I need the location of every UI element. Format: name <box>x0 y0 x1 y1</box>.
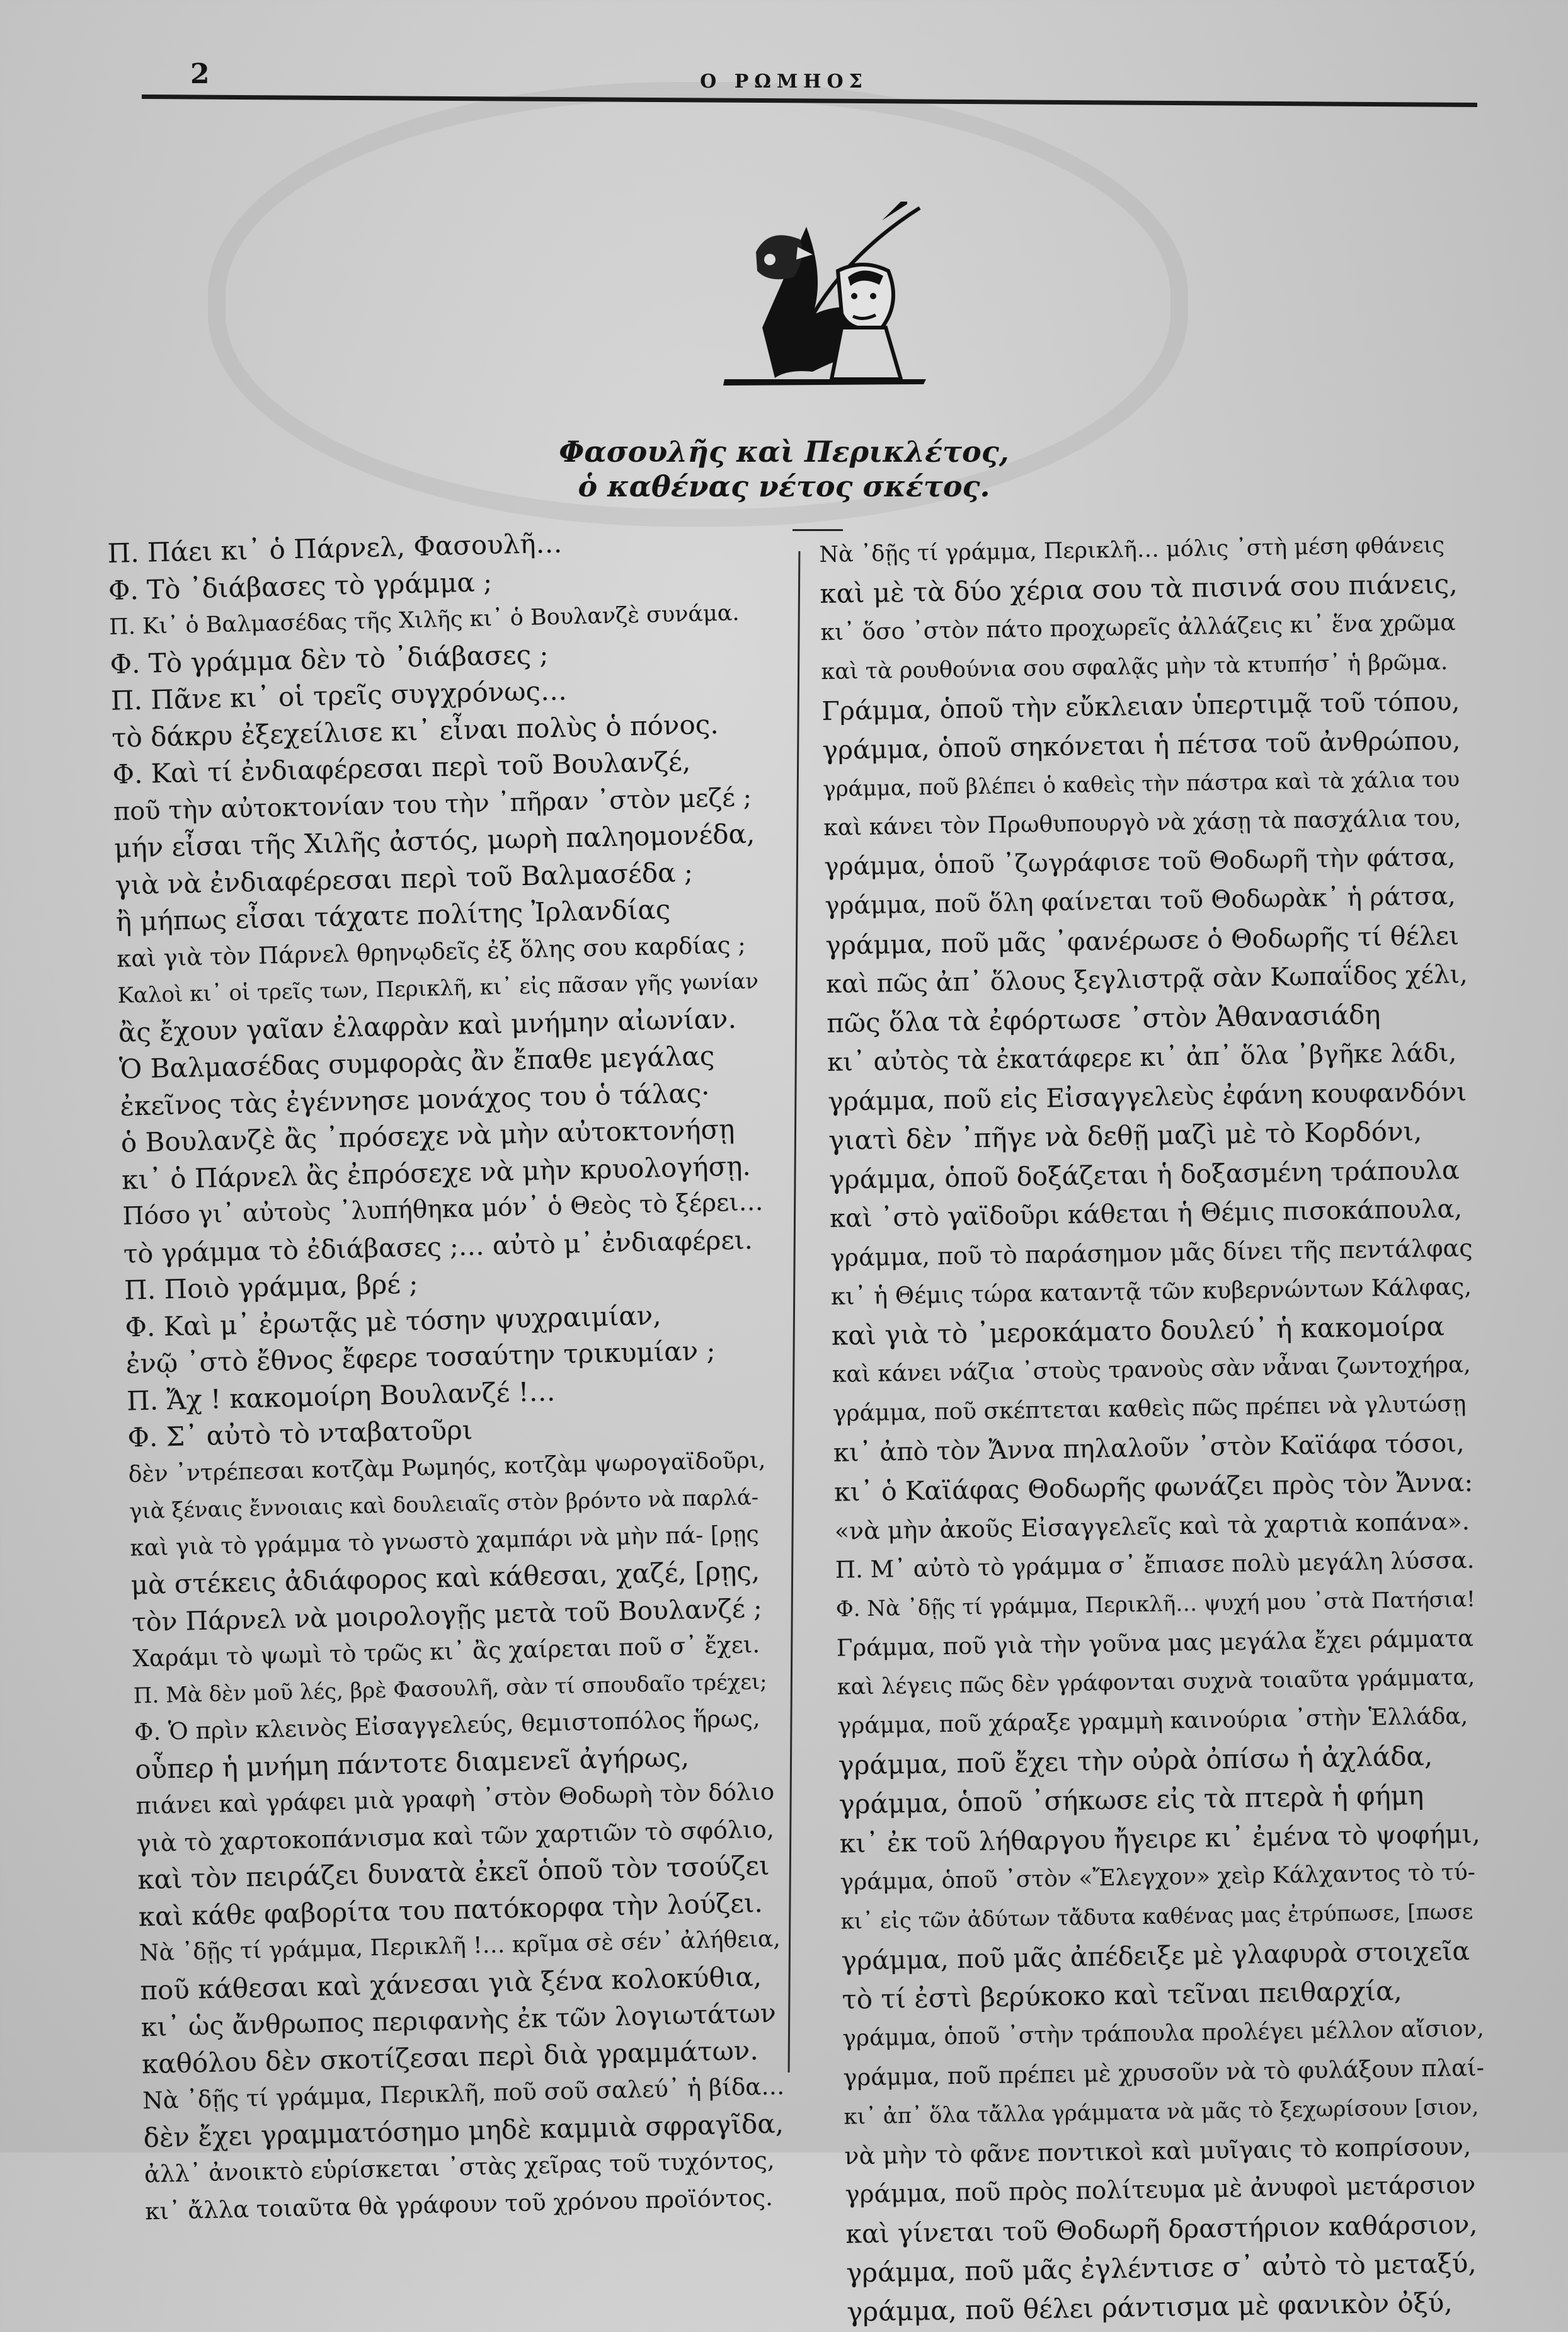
verse-line: γράμμα, ποῦ μᾶς ἐγλέντισε σ᾽ αὐτὸ τὸ μεταξύ, <box>845 2247 1477 2289</box>
verse-line: καὶ κάνει νάζια ᾽στοὺς τρανοὺς σὰν νἆναι ζωντοχήρα, <box>832 1351 1471 1388</box>
verse-line: κι᾽ ὅσο ᾽στὸν πάτο προχωρεῖς ἀλλάζεις κι᾽ ἕνα χρῶμα <box>820 610 1456 646</box>
verse-line: καὶ τὰ ρουθούνια σου σφαλᾷς μὴν τὰ κτυπήσ᾽ ἡ βρῶμα. <box>821 649 1448 685</box>
fasoulis-periklitos-illustration <box>718 202 932 391</box>
verse-line: κι᾽ αὐτὸς τὰ ἐκατάφερε κι᾽ ἀπ᾽ ὅλα ᾽βγῆκε λάδι, <box>827 1038 1457 1077</box>
verse-line: νὰ μὴν τὸ φᾶνε ποντικοὶ καὶ μυῖγαις τὸ κοπρίσουν, <box>844 2132 1472 2170</box>
verse-line: Π. Μὰ δὲν μοῦ λές, βρὲ Φασουλῆ, σὰν τί σπουδαῖο τρέχει; <box>133 1669 768 1709</box>
verse-line: καὶ γίνεται τοῦ Θοδωρῆ δραστήριον καθάρσιον, <box>845 2209 1478 2249</box>
running-head: Ο ΡΩΜΗΟΣ <box>700 71 868 93</box>
verse-line: ποῦ τὴν αὐτοκτονίαν του τὴν ᾽πῆραν ᾽στὸν μεζέ ; <box>113 782 752 826</box>
verse-line: Φ. Σ᾽ αὐτὸ τὸ νταβατοῦρι <box>127 1414 473 1453</box>
left-column <box>107 521 788 2230</box>
verse-line: τὸν Πάρνελ νὰ μοιρολογῇς μετὰ τοῦ Βουλανζέ ; <box>131 1592 763 1638</box>
right-column <box>819 525 1490 2332</box>
verse-line: ἐκεῖνος τὰς ἐγέννησε μονάχος του ὁ τάλας· <box>119 1077 711 1122</box>
verse-line: Νὰ ᾽δῇς τί γράμμα, Περικλῆ !… κρῖμα σὲ σέν᾽ ἀλήθεια, <box>139 1926 781 1967</box>
verse-line: Π. Ποιὸ γράμμα, βρέ ; <box>123 1268 419 1306</box>
verse-line: κι᾽ ἐκ τοῦ λήθαργου ἤγειρε κι᾽ ἐμένα τὸ ψοφήμι, <box>839 1818 1481 1859</box>
verse-line: γράμμα, ποῦ πρέπει μὲ χρυσοῦν νὰ τὸ φυλάξουν πλαί- <box>843 2054 1485 2091</box>
verse-line: γράμμα, ποῦ ὅλη φαίνεται τοῦ Θοδωρὰκ᾽ ἡ ράτσα, <box>824 882 1456 920</box>
verse-line: Ὁ Βαλμασέδας συμφορὰς ἂν ἔπαθε μεγάλας <box>118 1040 715 1085</box>
verse-line: ἂς ἔχουν γαῖαν ἐλαφρὰν καὶ μνήμην αἰωνίαν. <box>118 1003 737 1048</box>
verse-line: κι᾽ ἡ Θέμις τώρα καταντᾷ τῶν κυβερνώντων Κάλφας, <box>830 1272 1472 1310</box>
verse-line: Γράμμα, ὁποῦ τὴν εὔκλειαν ὑπερτιμᾷ τοῦ τόπου, <box>821 686 1460 726</box>
verse-line: καθόλου δὲν σκοτίζεσαι περὶ διὰ γραμμάτων. <box>141 2034 759 2079</box>
verse-line: τὸ δάκρυ ἐξεχείλισε κι᾽ εἶναι πολὺς ὁ πόνος. <box>111 708 719 753</box>
verse-line: γράμμα, ὁποῦ ᾽ζωγράφισε τοῦ Θοδωρῆ τὴν φάτσα, <box>823 843 1456 881</box>
verse-line: πῶς ὅλα τὰ ἐφόρτωσε ᾽στὸν Ἀθανασιάδη <box>826 999 1381 1039</box>
verse-line: γράμμα, ποῦ μᾶς ἀπέδειξε μὲ γλαφυρὰ στοιχεῖα <box>841 1936 1470 1976</box>
verse-line: καὶ γιὰ τὸ γράμμα τὸ γνωστὸ χαμπάρι νὰ μὴν πά- [ρῃς <box>130 1521 760 1562</box>
verse-line: Φ. Νὰ ᾽δῇς τί γράμμα, Περικλῆ… ψυχή μου ᾽στὰ Πατήσια! <box>835 1586 1476 1622</box>
verse-line: τὸ τί ἐστὶ βερύκοκο καὶ τεῖναι πειθαρχία, <box>842 1975 1403 2015</box>
article-subtitle: ὁ καθένας νέτος σκέτος. <box>578 469 990 503</box>
verse-line: καὶ γιὰ τὸ ᾽μεροκάματο δουλεύ᾽ ἡ κακομοίρα <box>831 1310 1445 1351</box>
verse-line: καὶ κάθε φαβορίτα του πατόκορφα τὴν λούζει. <box>138 1887 764 1932</box>
verse-line: Π. Μ᾽ αὐτὸ τὸ γράμμα σ᾽ ἔπιασε πολὺ μεγάλη λύσσα. <box>835 1546 1475 1584</box>
verse-line: ἀλλ᾽ ἀνοικτὸ εὑρίσκεται ᾽στὰς χεῖρας τοῦ τυχόντος, <box>144 2146 775 2188</box>
verse-line: Γράμμα, ποῦ γιὰ τὴν γοῦνα μας μεγάλα ἔχει ράμματα <box>836 1624 1474 1662</box>
column-divider <box>788 551 801 2072</box>
verse-line: οὗπερ ἡ μνήμη πάντοτε διαμενεῖ ἀγήρως, <box>134 1741 690 1785</box>
verse-line: καὶ πῶς ἀπ᾽ ὅλους ξεγλιστρᾷ σὰν Κωπαΐδος χέλι, <box>825 959 1468 999</box>
verse-line: γράμμα, ποῦ ἔχει τὴν οὐρὰ ὀπίσω ἡ ἀχλάδα, <box>838 1740 1433 1781</box>
verse-line: κι᾽ ἀπὸ τὸν Ἄννα πηλαλοῦν ᾽στὸν Καϊάφα τόσοι, <box>833 1429 1465 1468</box>
article-title: Φασουλῆς καὶ Περικλέτος, <box>559 435 1009 469</box>
verse-line: καὶ γιὰ τὸν Πάρνελ θρηνῳδεῖς ἐξ ὅλης σου καρδίας ; <box>116 930 747 973</box>
verse-line: γράμμα, ὁποῦ ᾽στὸν «Ἔλεγχον» χεὶρ Κάλχαντος τὸ τύ- <box>840 1859 1476 1895</box>
verse-line: γράμμα, ποῦ βλέπει ὁ καθεὶς τὴν πάστρα καὶ τὰ χάλια του <box>823 767 1460 802</box>
verse-line: κι᾽ ἀπ᾽ ὅλα τἄλλα γράμματα νὰ μᾶς τὸ ξεχωρίσουν [σιον, <box>844 2094 1479 2130</box>
verse-line: γράμμα, ὁποῦ ᾽σήκωσε εἰς τὰ πτερὰ ἡ φήμη <box>838 1780 1424 1820</box>
verse-line: δὲν ἔχει γραμματόσημο μηδὲ καμμιὰ σφραγῖδα, <box>143 2107 784 2153</box>
verse-line: καὶ τὸν πειράζει δυνατὰ ἐκεῖ ὁποῦ τὸν τσούζει <box>137 1849 770 1895</box>
verse-line: γράμμα, ποῦ σκέπτεται καθεὶς πῶς πρέπει νὰ γλυτώσῃ <box>832 1391 1467 1427</box>
verse-line: γράμμα, ποῦ πρὸς πολίτευμα μὲ ἀνυφοὶ μετάρσιον <box>845 2170 1476 2209</box>
verse-line: κι᾽ ὡς ἄνθρωπος περιφανὴς ἐκ τῶν λογιωτάτων <box>140 1998 777 2043</box>
verse-line: γράμμα, ποῦ χάραξε γραμμὴ καινούρια ᾽στὴν Ἑλλάδα, <box>837 1703 1468 1739</box>
verse-line: ἢ μήπως εἶσαι τάχατε πολίτης Ἰρλανδίας <box>115 893 671 937</box>
verse-line: Π. Πᾶνε κι᾽ οἱ τρεῖς συγχρόνως… <box>110 675 568 716</box>
verse-line: γράμμα, ὁποῦ ᾽στὴν τράπουλα προλέγει μέλλον αἴσιον, <box>842 2015 1485 2052</box>
verse-line: γράμμα, ὁποῦ δοξάζεται ἡ δοξασμένη τράπουλα <box>828 1155 1460 1195</box>
verse-line: γιὰ τὸ χαρτοκοπάνισμα καὶ τῶν χαρτιῶν τὸ σφόλιο, <box>136 1815 775 1857</box>
verse-line: καὶ ᾽στὸ γαϊδοῦρι κάθεται ἡ Θέμις πισοκάπουλα, <box>829 1194 1463 1233</box>
verse-line: κι᾽ εἰς τῶν ἀδύτων τἄδυτα καθένας μας ἐτρύπωσε, [πωσε <box>840 1899 1474 1935</box>
verse-line: ἐνῷ ᾽στὸ ἔθνος ἔφερε τοσαύτην τρικυμίαν ; <box>125 1335 716 1380</box>
verse-line: γιὰ νὰ ἐνδιαφέρεσαι περὶ τοῦ Βαλμασέδα ; <box>115 856 694 901</box>
verse-line: Πόσο γι᾽ αὐτοὺς ᾽λυπήθηκα μόν᾽ ὁ Θεὸς τὸ ξέρει… <box>122 1187 764 1231</box>
verse-line: καὶ μὲ τὰ δύο χέρια σου τὰ πισινά σου πιάνεις, <box>820 568 1458 609</box>
verse-line: Χαράμι τὸ ψωμὶ τὸ τρῶς κι᾽ ἂς χαίρεται ποῦ σ᾽ ἔχει. <box>132 1630 760 1672</box>
verse-line: Φ. Καὶ μ᾽ ἐρωτᾷς μὲ τόσην ψυχραιμίαν, <box>124 1299 662 1343</box>
verse-line: δὲν ᾽ντρέπεσαι κοτζὰμ Ρωμηός, κοτζὰμ ψωρογαϊδοῦρι, <box>128 1447 766 1488</box>
verse-line: γιατὶ δὲν ᾽πῆγε νὰ δεθῇ μαζὶ μὲ τὸ Κορδόνι, <box>828 1116 1422 1156</box>
verse-line: Φ. Τὸ ᾽διάβασες τὸ γράμμα ; <box>108 566 493 606</box>
verse-line: ὁ Βουλανζὲ ἂς ᾽πρόσεχε νὰ μὴν αὐτοκτονήσῃ <box>120 1113 735 1158</box>
verse-line: Π. Ἄχ ! κακομοίρη Βουλανζέ !… <box>126 1375 556 1417</box>
verse-line: Φ. Ὁ πρὶν κλεινὸς Εἰσαγγελεύς, θεμιστοπόλος ἥρως, <box>134 1704 760 1746</box>
verse-line: καὶ κάνει τὸν Πρωθυπουργὸ νὰ χάσῃ τὰ πασχάλια του, <box>823 805 1462 841</box>
verse-line: Καλοὶ κι᾽ οἱ τρεῖς των, Περικλῆ, κι᾽ εἰς πᾶσαν γῆς γωνίαν <box>117 968 759 1009</box>
verse-line: γράμμα, ποῦ μᾶς ᾽φανέρωσε ὁ Θοδωρῆς τί θέλει <box>825 920 1460 961</box>
verse-line: Νὰ ᾽δῇς τί γράμμα, Περικλῆ, ποῦ σοῦ σαλεύ᾽ ἡ βίδα… <box>142 2072 785 2115</box>
verse-line: κι᾽ ὁ Καϊάφας Θοδωρῆς φωνάζει πρὸς τὸν Ἄννα: <box>833 1466 1474 1507</box>
page-number: 2 <box>190 58 210 90</box>
verse-line: κι᾽ ἄλλα τοιαῦτα θὰ γράφουν τοῦ χρόνου προϊόντος. <box>144 2183 774 2225</box>
verse-line: Φ. Τὸ γράμμα δὲν τὸ ᾽διάβασες ; <box>110 638 549 680</box>
verse-line: καὶ λέγεις πῶς δὲν γράφονται συχνὰ τοιαῦτα γράμματα, <box>837 1664 1475 1700</box>
verse-line: Π. Κι᾽ ὁ Βαλμασέδας τῆς Χιλῆς κι᾽ ὁ Βουλανζὲ συνάμα. <box>108 600 740 640</box>
verse-line: μήν εἶσαι τῆς Χιλῆς ἀστός, μωρὴ παληομονέδα, <box>113 818 755 864</box>
verse-line: γράμμα, ποῦ θέλει ράντισμα μὲ φανικὸν ὀξύ, <box>846 2287 1453 2328</box>
verse-line: τὸ γράμμα τὸ ἐδιάβασες ;… αὐτὸ μ᾽ ἐνδιαφέρει. <box>123 1224 753 1269</box>
title-rule <box>793 529 843 531</box>
verse-line: «νὰ μὴν ἀκοῦς Εἰσαγγελεῖς καὶ τὰ χαρτιὰ κοπάνα». <box>834 1507 1470 1545</box>
verse-line: Νὰ ᾽δῇς τί γράμμα, Περικλῆ… μόλις ᾽στὴ μέση φθάνεις <box>819 532 1445 568</box>
verse-line: Φ. Καὶ τί ἐνδιαφέρεσαι περὶ τοῦ Βουλανζέ, <box>112 746 691 790</box>
verse-line: γράμμα, ὁποῦ σηκόνεται ἡ πέτσα τοῦ ἀνθρώπου, <box>821 725 1461 765</box>
verse-line: πιάνει καὶ γράφει μιὰ γραφὴ ᾽στὸν Θοδωρὴ τὸν δόλιο <box>135 1778 775 1820</box>
verse-line: γράμμα, ποῦ τὸ παράσημον μᾶς δίνει τῆς πεντάλφας <box>830 1233 1473 1272</box>
verse-line: γράμμα, ποῦ εἰς Εἰσαγγελεὺς ἐφάνη κουφανδόνι <box>827 1076 1467 1117</box>
verse-line: Π. Πάει κι᾽ ὁ Πάρνελ, Φασουλῆ… <box>107 527 563 569</box>
verse-line: γιὰ ξέναις ἔννοιαις καὶ δουλειαῖς στὸν βρόντο νὰ παρλά- <box>129 1484 759 1524</box>
verse-line: ποῦ κάθεσαι καὶ χάνεσαι γιὰ ξένα κολοκύθια, <box>139 1960 762 2006</box>
verse-line: κι᾽ ὁ Πάρνελ ἂς ἐπρόσεχε νὰ μὴν κρυολογήσῃ. <box>121 1150 752 1196</box>
verse-line: μὰ στέκεις ἀδιάφορος καὶ κάθεσαι, χαζέ, [ρῃς, <box>130 1555 760 1601</box>
